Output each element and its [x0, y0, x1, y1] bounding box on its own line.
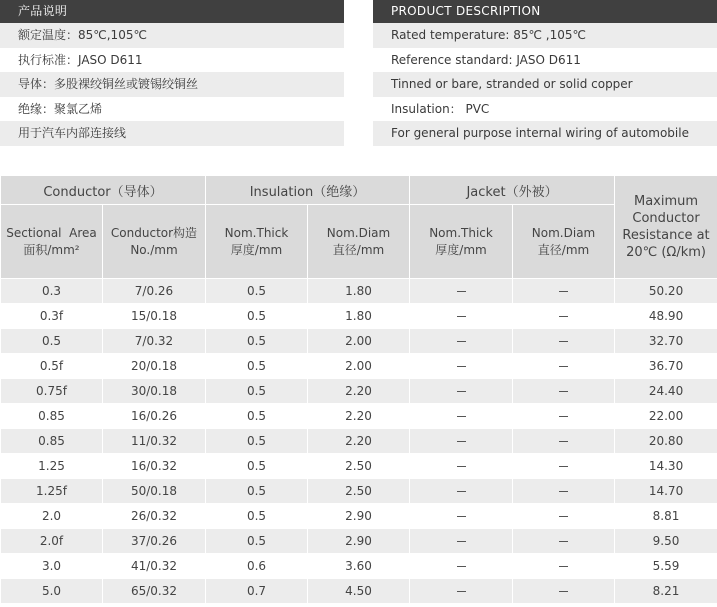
- dash-icon: [457, 366, 466, 367]
- jacket-diam-cell: [513, 379, 615, 404]
- header-sectional-area: Sectional Area 面积/mm²: [1, 205, 103, 279]
- insulation-diam-cell: 3.60: [308, 554, 410, 579]
- insulation-thick-cell: 0.6: [206, 554, 308, 579]
- conductor-structure-cell: 26/0.32: [103, 504, 206, 529]
- insulation-diam-cell: 1.80: [308, 279, 410, 304]
- cn-row-conductor: 导体：多股裸绞铜丝或镀锡绞铜丝: [0, 72, 344, 97]
- table-row: [1, 329, 717, 354]
- max-resistance-cell: 8.81: [615, 504, 717, 529]
- dash-icon: [457, 441, 466, 442]
- jacket-thick-cell: [410, 354, 513, 379]
- insulation-diam-cell: 2.20: [308, 429, 410, 454]
- jacket-thick-cell: [410, 429, 513, 454]
- sectional-area-cell: 5.0: [1, 579, 103, 604]
- en-row-standard: Reference standard: JASO D611: [373, 48, 717, 73]
- header-insulation: Insulation（绝缘）: [206, 176, 410, 205]
- insulation-diam-cell: 4.50: [308, 579, 410, 604]
- en-row-usage: For general purpose internal wiring of automobile: [373, 121, 717, 146]
- en-panel-title: PRODUCT DESCRIPTION: [373, 0, 717, 23]
- spec-table: [0, 175, 717, 604]
- max-resistance-cell: 22.00: [615, 404, 717, 429]
- cn-row-standard: 执行标准：JASO D611: [0, 48, 344, 73]
- en-row-conductor: Tinned or bare, stranded or solid copper: [373, 72, 717, 97]
- max-resistance-cell: 20.80: [615, 429, 717, 454]
- sectional-area-cell: 2.0f: [1, 529, 103, 554]
- conductor-structure-cell: 16/0.32: [103, 454, 206, 479]
- dash-icon: [457, 566, 466, 567]
- sectional-area-cell: 0.3f: [1, 304, 103, 329]
- sectional-area-cell: 0.85: [1, 404, 103, 429]
- dash-icon: [457, 516, 466, 517]
- table-row: [1, 504, 717, 529]
- en-row-insulation: Insulation： PVC: [373, 97, 717, 122]
- jacket-diam-cell: [513, 354, 615, 379]
- dash-icon: [457, 541, 466, 542]
- conductor-structure-cell: 11/0.32: [103, 429, 206, 454]
- jacket-diam-cell: [513, 504, 615, 529]
- max-resistance-cell: 50.20: [615, 279, 717, 304]
- sectional-area-cell: 0.85: [1, 429, 103, 454]
- insulation-thick-cell: 0.5: [206, 429, 308, 454]
- jacket-diam-cell: [513, 329, 615, 354]
- conductor-structure-cell: 37/0.26: [103, 529, 206, 554]
- dash-icon: [559, 516, 568, 517]
- dash-icon: [457, 291, 466, 292]
- insulation-thick-cell: 0.5: [206, 454, 308, 479]
- jacket-diam-cell: [513, 279, 615, 304]
- insulation-thick-cell: 0.5: [206, 279, 308, 304]
- max-resistance-cell: 5.59: [615, 554, 717, 579]
- dash-icon: [559, 566, 568, 567]
- conductor-structure-cell: 20/0.18: [103, 354, 206, 379]
- conductor-structure-cell: 41/0.32: [103, 554, 206, 579]
- jacket-diam-cell: [513, 454, 615, 479]
- dash-icon: [559, 341, 568, 342]
- dash-icon: [559, 291, 568, 292]
- dash-icon: [457, 316, 466, 317]
- table-row: [1, 279, 717, 304]
- sectional-area-cell: 0.75f: [1, 379, 103, 404]
- cn-description-panel: [0, 0, 344, 146]
- conductor-structure-cell: 15/0.18: [103, 304, 206, 329]
- insulation-thick-cell: 0.5: [206, 379, 308, 404]
- dash-icon: [457, 491, 466, 492]
- conductor-structure-cell: 65/0.32: [103, 579, 206, 604]
- max-resistance-cell: 8.21: [615, 579, 717, 604]
- insulation-diam-cell: 2.00: [308, 354, 410, 379]
- table-row: [1, 429, 717, 454]
- header-jacket-diam: Nom.Diam 直径/mm: [513, 205, 615, 279]
- insulation-thick-cell: 0.5: [206, 404, 308, 429]
- insulation-diam-cell: 2.00: [308, 329, 410, 354]
- max-resistance-cell: 14.30: [615, 454, 717, 479]
- dash-icon: [559, 591, 568, 592]
- max-resistance-cell: 48.90: [615, 304, 717, 329]
- header-conductor: Conductor（导体）: [1, 176, 206, 205]
- dash-icon: [559, 391, 568, 392]
- table-row: [1, 579, 717, 604]
- jacket-diam-cell: [513, 429, 615, 454]
- insulation-thick-cell: 0.5: [206, 329, 308, 354]
- max-resistance-cell: 14.70: [615, 479, 717, 504]
- jacket-diam-cell: [513, 554, 615, 579]
- sectional-area-cell: 0.5: [1, 329, 103, 354]
- jacket-thick-cell: [410, 554, 513, 579]
- conductor-structure-cell: 16/0.26: [103, 404, 206, 429]
- insulation-thick-cell: 0.5: [206, 529, 308, 554]
- dash-icon: [457, 341, 466, 342]
- jacket-diam-cell: [513, 579, 615, 604]
- header-jacket: Jacket（外被）: [410, 176, 615, 205]
- jacket-thick-cell: [410, 404, 513, 429]
- dash-icon: [457, 391, 466, 392]
- max-resistance-cell: 9.50: [615, 529, 717, 554]
- insulation-thick-cell: 0.5: [206, 354, 308, 379]
- sectional-area-cell: 1.25f: [1, 479, 103, 504]
- jacket-diam-cell: [513, 404, 615, 429]
- dash-icon: [559, 366, 568, 367]
- max-resistance-cell: 24.40: [615, 379, 717, 404]
- sectional-area-cell: 0.5f: [1, 354, 103, 379]
- dash-icon: [457, 466, 466, 467]
- dash-icon: [559, 316, 568, 317]
- jacket-thick-cell: [410, 479, 513, 504]
- sectional-area-cell: 1.25: [1, 454, 103, 479]
- dash-icon: [559, 541, 568, 542]
- jacket-thick-cell: [410, 579, 513, 604]
- dash-icon: [559, 416, 568, 417]
- dash-icon: [559, 441, 568, 442]
- dash-icon: [457, 591, 466, 592]
- jacket-thick-cell: [410, 279, 513, 304]
- max-resistance-cell: 36.70: [615, 354, 717, 379]
- insulation-diam-cell: 2.20: [308, 404, 410, 429]
- insulation-diam-cell: 2.50: [308, 479, 410, 504]
- insulation-diam-cell: 2.90: [308, 504, 410, 529]
- cn-row-insulation: 绝缘：聚氯乙烯: [0, 97, 344, 122]
- cn-row-temperature: 额定温度：85℃,105℃: [0, 23, 344, 48]
- header-insulation-diam: Nom.Diam 直径/mm: [308, 205, 410, 279]
- insulation-diam-cell: 1.80: [308, 304, 410, 329]
- dash-icon: [457, 416, 466, 417]
- en-row-temperature: Rated temperature: 85℃ ,105℃: [373, 23, 717, 48]
- sectional-area-cell: 2.0: [1, 504, 103, 529]
- table-row: [1, 404, 717, 429]
- jacket-thick-cell: [410, 304, 513, 329]
- conductor-structure-cell: 7/0.32: [103, 329, 206, 354]
- cn-row-usage: 用于汽车内部连接线: [0, 121, 344, 146]
- header-max-resistance: Maximum Conductor Resistance at 20℃ (Ω/km): [615, 176, 717, 279]
- header-insulation-thick: Nom.Thick 厚度/mm: [206, 205, 308, 279]
- insulation-diam-cell: 2.50: [308, 454, 410, 479]
- insulation-thick-cell: 0.5: [206, 304, 308, 329]
- jacket-thick-cell: [410, 529, 513, 554]
- conductor-structure-cell: 7/0.26: [103, 279, 206, 304]
- dash-icon: [559, 491, 568, 492]
- jacket-thick-cell: [410, 504, 513, 529]
- header-jacket-thick: Nom.Thick 厚度/mm: [410, 205, 513, 279]
- conductor-structure-cell: 50/0.18: [103, 479, 206, 504]
- table-row: [1, 479, 717, 504]
- jacket-thick-cell: [410, 329, 513, 354]
- insulation-thick-cell: 0.5: [206, 479, 308, 504]
- jacket-diam-cell: [513, 529, 615, 554]
- jacket-thick-cell: [410, 379, 513, 404]
- insulation-thick-cell: 0.7: [206, 579, 308, 604]
- jacket-diam-cell: [513, 479, 615, 504]
- table-row: [1, 354, 717, 379]
- insulation-diam-cell: 2.90: [308, 529, 410, 554]
- table-row: [1, 529, 717, 554]
- en-description-panel: [373, 0, 717, 146]
- conductor-structure-cell: 30/0.18: [103, 379, 206, 404]
- jacket-thick-cell: [410, 454, 513, 479]
- sectional-area-cell: 3.0: [1, 554, 103, 579]
- jacket-diam-cell: [513, 304, 615, 329]
- insulation-thick-cell: 0.5: [206, 504, 308, 529]
- dash-icon: [559, 466, 568, 467]
- spec-table-body: [1, 279, 717, 604]
- table-row: [1, 554, 717, 579]
- table-row: [1, 454, 717, 479]
- table-row: [1, 304, 717, 329]
- table-row: [1, 379, 717, 404]
- max-resistance-cell: 32.70: [615, 329, 717, 354]
- sectional-area-cell: 0.3: [1, 279, 103, 304]
- cn-panel-title: 产品说明: [0, 0, 344, 23]
- header-conductor-structure: Conductor构造 No./mm: [103, 205, 206, 279]
- insulation-diam-cell: 2.20: [308, 379, 410, 404]
